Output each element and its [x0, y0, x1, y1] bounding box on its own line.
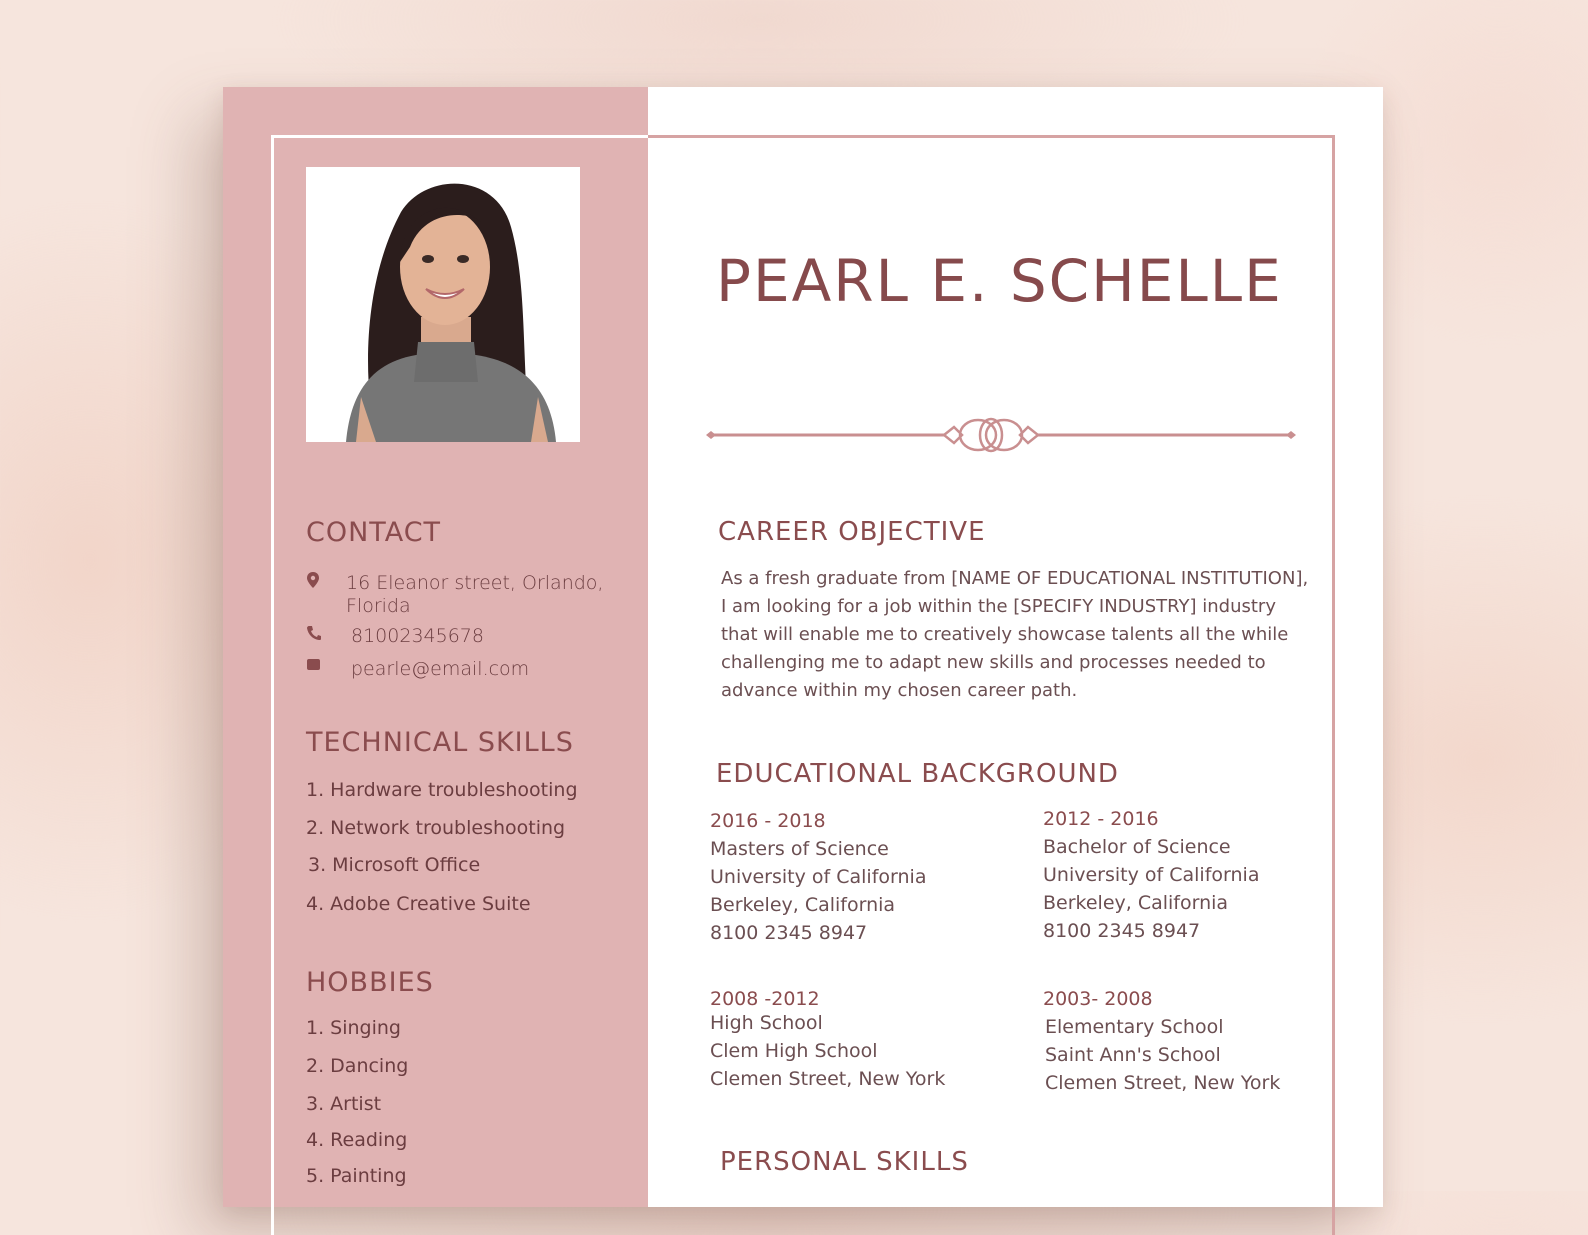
education-line: Clemen Street, New York: [710, 1068, 946, 1090]
contact-phone-text: 81002345678: [351, 625, 484, 647]
location-pin-icon: [306, 572, 346, 592]
phone-icon: [306, 625, 346, 645]
profile-photo: [306, 167, 580, 442]
contact-address: [306, 572, 626, 618]
education-line: High School: [710, 1012, 823, 1034]
list-item: 2. Dancing: [306, 1055, 409, 1077]
list-item: 5. Painting: [306, 1165, 407, 1187]
resume-name: PEARL E. SCHELLE: [716, 247, 1283, 315]
list-item: 4. Reading: [306, 1129, 408, 1151]
list-item: 1. Hardware troubleshooting: [306, 779, 578, 801]
list-item: 2. Network troubleshooting: [306, 817, 566, 839]
contact-address-text: 16 Eleanor street, Orlando, Florida: [346, 572, 604, 617]
education-line: Clemen Street, New York: [1045, 1072, 1281, 1094]
education-line: Berkeley, California: [710, 894, 896, 916]
education-years: 2012 - 2016: [1043, 808, 1159, 830]
educational-background-heading: EDUCATIONAL BACKGROUND: [716, 759, 1119, 789]
education-line: Berkeley, California: [1043, 892, 1229, 914]
resume-page: [223, 87, 1383, 1207]
technical-skills-heading: TECHNICAL SKILLS: [306, 727, 574, 758]
list-item: 3. Artist: [306, 1093, 382, 1115]
list-item: 1. Singing: [306, 1017, 401, 1039]
education-years: 2008 -2012: [710, 988, 820, 1010]
personal-skills-heading: PERSONAL SKILLS: [720, 1147, 969, 1177]
education-line: 8100 2345 8947: [1043, 920, 1201, 942]
envelope-icon: [306, 658, 346, 678]
contact-phone: [306, 625, 626, 648]
education-entry: [710, 985, 1010, 1093]
contact-email: [306, 658, 626, 681]
education-years: 2003- 2008: [1043, 988, 1153, 1010]
contact-email-text[interactable]: pearle@email.com: [351, 658, 530, 680]
education-entry: [1043, 985, 1343, 1097]
education-line: Masters of Science: [710, 838, 889, 860]
education-line: 8100 2345 8947: [710, 922, 868, 944]
list-item: 4. Adobe Creative Suite: [306, 893, 531, 915]
ornament-divider: [706, 415, 1296, 455]
hobbies-heading: HOBBIES: [306, 967, 434, 998]
career-objective-text: As a fresh graduate from [NAME OF EDUCATIONAL INSTITUTION], I am looking for a job within the [SPECIFY INDUSTRY] industry that will enable me to creatively showcase talents all the while challenging me to adapt new skills and processes needed to advance within my chosen career path.: [721, 568, 1309, 701]
education-years: 2016 - 2018: [710, 810, 826, 832]
career-objective-heading: CAREER OBJECTIVE: [718, 517, 986, 547]
education-line: Clem High School: [710, 1040, 878, 1062]
education-entry: [1043, 805, 1343, 945]
education-entry: [710, 807, 1010, 947]
education-line: University of California: [1043, 864, 1260, 886]
education-line: Saint Ann's School: [1045, 1044, 1221, 1066]
list-item: 3. Microsoft Office: [308, 854, 481, 876]
education-line: University of California: [710, 866, 927, 888]
contact-heading: CONTACT: [306, 517, 442, 548]
education-line: Elementary School: [1045, 1016, 1224, 1038]
education-line: Bachelor of Science: [1043, 836, 1231, 858]
